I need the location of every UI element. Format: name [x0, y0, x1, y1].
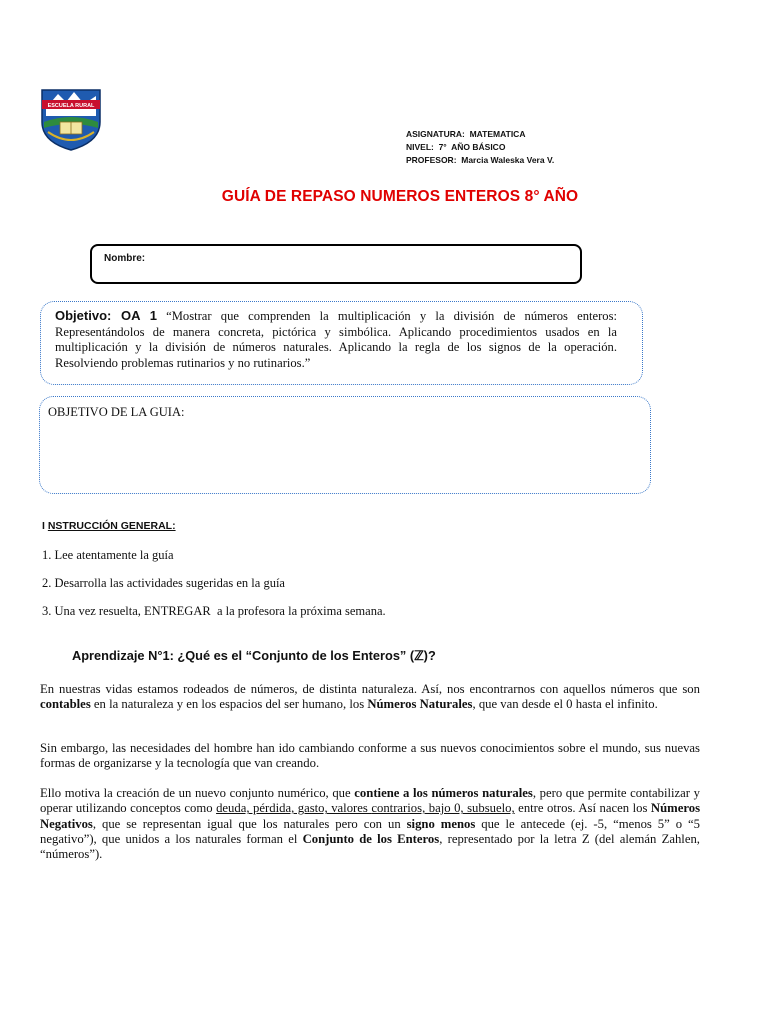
instruction-item: 3. Una vez resuelta, ENTREGAR a la profesora la próxima semana. — [42, 604, 386, 618]
subject-line: ASIGNATURA: MATEMATICA — [406, 129, 526, 139]
p3-underlined: deuda, pérdida, gasto, valores — [216, 801, 372, 816]
name-field-box[interactable] — [90, 244, 582, 284]
paragraph-3 — [40, 786, 700, 862]
school-logo — [38, 82, 104, 152]
p3-bold: signo menos — [406, 816, 476, 831]
objective-description: “Mostrar que comprenden la multiplicación y la división de números enteros: Representándolos de manera concreta, pictórica y simbólica. Aplicando procedimientos usados en la multiplicación y la división de números naturales. Aplicando la regla de los signos de la operación. Resolviendo problemas rutinarios y no rutinarios.” — [55, 309, 617, 370]
p3-text: , que se representan igual que los naturales pero con un — [92, 816, 407, 831]
p1-bold-contables: contables — [40, 697, 91, 712]
paragraph-1 — [40, 682, 700, 713]
p1-text: , que van desde el 0 hasta el infinito. — [472, 697, 658, 712]
p1-bold-naturales: Números Naturales — [367, 697, 473, 712]
p3-bold: Números Negativos — [40, 801, 701, 831]
learning-heading: Aprendizaje N°1: ¿Qué es el “Conjunto de los Enteros” (ℤ)? — [72, 648, 436, 663]
page-title: GUÍA DE REPASO NUMEROS ENTEROS 8° AÑO — [221, 188, 579, 205]
p3-bold: Conjunto de los Enteros — [302, 831, 440, 846]
instructions-heading — [42, 520, 176, 532]
name-label: Nombre: — [104, 253, 146, 264]
p3-text: que le antecede (ej. -5, “menos 5” o “5 negativo”), que unidos a los naturales forman el — [40, 816, 700, 846]
guide-objective-label: OBJETIVO DE LA GUIA: — [48, 405, 185, 419]
teacher-line: PROFESOR: Marcia Waleska Vera V. — [406, 155, 555, 165]
instruction-item: 2. Desarrolla las actividades sugeridas en la guía — [42, 576, 285, 590]
objective-label: Objetivo: OA 1 — [55, 308, 157, 323]
instruction-item: 1. Lee atentamente la guía — [42, 548, 174, 562]
p3-text: , representado por la letra Z (del alemán Zahlen, “números”). — [40, 831, 700, 862]
objective-text — [55, 308, 617, 371]
level-line: NIVEL: 7° AÑO BÁSICO — [406, 142, 506, 152]
p1-text: En nuestras vidas estamos rodeados de números, de distinta naturaleza. Así, nos encontrarnos con aquellos números que son — [40, 682, 700, 696]
instructions-heading-text: NSTRUCCIÓN GENERAL: — [47, 520, 176, 532]
p3-underlined: contrarios, bajo 0, subsuelo, — [371, 801, 515, 816]
p3-text: , pero que permite contabilizar y operar utilizando conceptos como — [40, 786, 700, 816]
p3-text: entre otros. Así nacen los — [514, 801, 651, 816]
logo-banner-text: ESCUELA RURAL — [47, 103, 95, 109]
p3-bold: contiene a los números naturales — [354, 786, 533, 800]
p1-text: en la naturaleza y en los espacios del ser humano, los — [90, 697, 368, 712]
instructions-heading-prefix: I — [42, 520, 48, 532]
p3-text: Ello motiva la creación de un nuevo conjunto numérico, que — [40, 786, 355, 800]
paragraph-2: Sin embargo, las necesidades del hombre han ido cambiando conforme a sus nuevos conocimientos sobre el mundo, sus nuevas formas de organizarse y la tecnología que van creando. — [40, 741, 700, 771]
